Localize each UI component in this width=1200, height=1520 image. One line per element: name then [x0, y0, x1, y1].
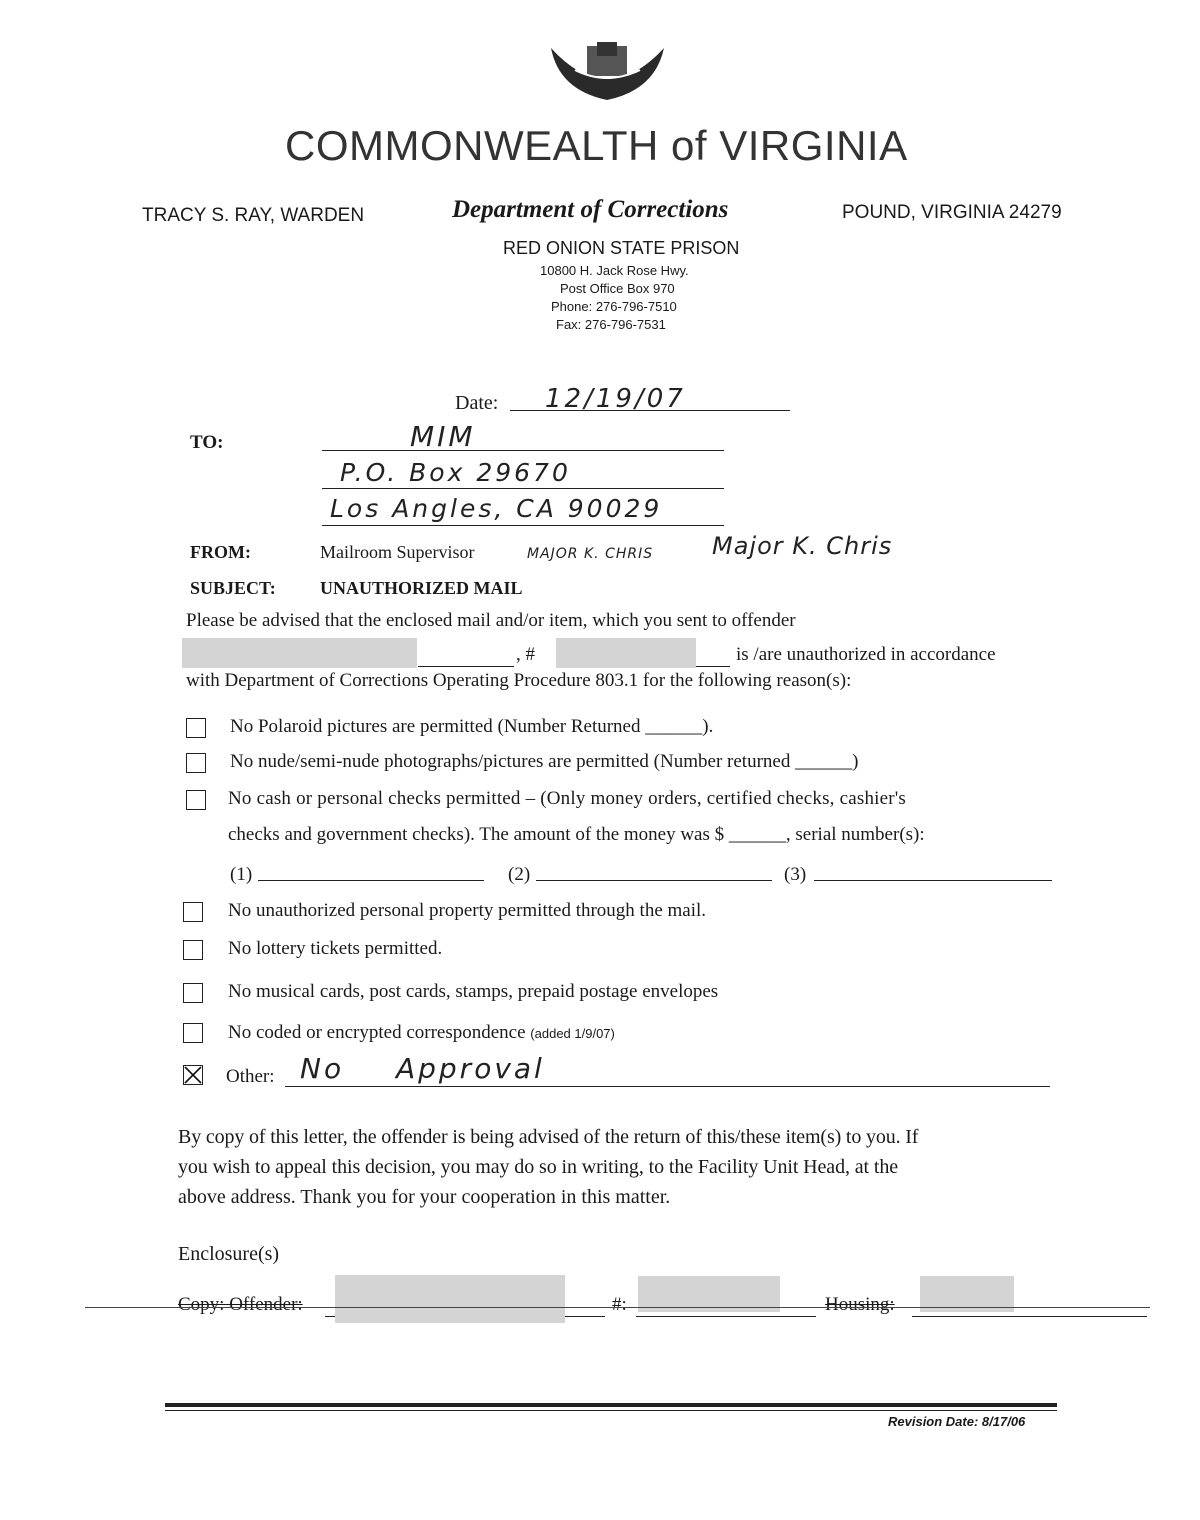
from-label: FROM:	[190, 542, 251, 562]
facility-address-1: 10800 H. Jack Rose Hwy.	[540, 263, 689, 278]
copy-housing-label	[825, 1294, 895, 1316]
reason-musical-cards: No musical cards, post cards, stamps, prepaid postage envelopes	[228, 981, 719, 1002]
from-handwritten: MAJOR K. CHRIS	[527, 546, 654, 562]
location: POUND, VIRGINIA 24279	[842, 202, 1062, 223]
footer-rule-thick	[165, 1403, 1057, 1407]
copy-offender-label-text: Copy: Offender:	[178, 1294, 303, 1315]
revision-date: Revision Date: 8/17/06	[888, 1414, 1026, 1429]
reason-cash-checks: No cash or personal checks permitted – (Only money orders, certified checks, cashier's	[228, 788, 906, 809]
serial-label-2: (2)	[508, 864, 531, 885]
enclosure-label: Enclosure(s)	[178, 1243, 280, 1265]
serial-label-1: (1)	[230, 864, 253, 885]
facility-fax: Fax: 276-796-7531	[556, 317, 666, 332]
letterhead-title: COMMONWEALTH of VIRGINIA	[285, 122, 908, 169]
warden-name: TRACY S. RAY, WARDEN	[142, 205, 365, 226]
serial-line-2	[536, 856, 772, 881]
reason-checkbox-lottery[interactable]	[183, 940, 203, 960]
reason-coded-text: No coded or encrypted correspondence	[228, 1022, 526, 1043]
facility-name: RED ONION STATE PRISON	[503, 238, 740, 258]
intro-line-1: Please be advised that the enclosed mail and/or item, which you sent to offender	[186, 610, 796, 631]
copy-strike-line	[85, 1307, 1150, 1308]
intro-line-2: is /are unauthorized in accordance	[736, 644, 996, 665]
facility-address-2: Post Office Box 970	[560, 281, 675, 296]
serial-line-1	[258, 856, 484, 881]
closing-line-2: you wish to appeal this decision, you may do so in writing, to the Facility Unit Head, at the	[178, 1156, 899, 1178]
serial-line-3	[814, 856, 1052, 881]
reason-checkbox-coded[interactable]	[183, 1023, 203, 1043]
to-address-1: MIM	[410, 420, 476, 453]
footer-rule-thin	[165, 1410, 1057, 1411]
offender-number-line	[696, 640, 730, 667]
offender-name-line	[418, 640, 514, 667]
department-name: Department of Corrections	[452, 196, 729, 223]
subject-label: SUBJECT:	[190, 578, 276, 598]
closing-line-3: above address. Thank you for your cooperation in this matter.	[178, 1186, 671, 1208]
reason-coded-note: (added 1/9/07)	[530, 1026, 615, 1041]
from-signature: Major K. Chris	[712, 532, 893, 560]
closing-line-1: By copy of this letter, the offender is being advised of the return of this/these item(s) to you. If	[178, 1126, 919, 1148]
reason-checkbox-personal-property[interactable]	[183, 902, 203, 922]
from-value: Mailroom Supervisor	[320, 542, 475, 562]
reason-checkbox-musical-cards[interactable]	[183, 983, 203, 1003]
intro-line-3: with Department of Corrections Operating Procedure 803.1 for the following reason(s):	[186, 670, 852, 691]
state-seal-icon	[545, 40, 670, 102]
subject-value: UNAUTHORIZED MAIL	[320, 578, 523, 598]
copy-offender-redacted	[335, 1275, 565, 1323]
offender-number-hash: , #	[516, 644, 535, 665]
reason-other-label: Other:	[226, 1066, 275, 1087]
reason-polaroid: No Polaroid pictures are permitted (Number Returned ______).	[230, 716, 714, 737]
reason-checkbox-polaroid[interactable]	[186, 718, 206, 738]
offender-number-redacted	[556, 638, 696, 668]
reason-other-value: No Approval	[300, 1052, 545, 1085]
copy-offender-label	[178, 1294, 303, 1316]
date-label: Date:	[455, 392, 499, 414]
reason-nude-photos: No nude/semi-nude photographs/pictures are permitted (Number returned ______)	[230, 751, 859, 772]
to-line-1	[322, 422, 724, 451]
date-value: 12/19/07	[545, 384, 686, 414]
reason-personal-property: No unauthorized personal property permitted through the mail.	[228, 900, 707, 921]
to-label: TO:	[190, 432, 224, 453]
facility-phone: Phone: 276-796-7510	[551, 299, 677, 314]
reason-cash-checks-continued: checks and government checks). The amount of the money was $ ______, serial number(s):	[228, 824, 925, 845]
reason-checkbox-nude-photos[interactable]	[186, 753, 206, 773]
copy-housing-label-text: Housing:	[825, 1294, 895, 1315]
to-address-2: P.O. Box 29670	[340, 458, 571, 487]
copy-number-label: #:	[612, 1294, 627, 1315]
checkbox-x-icon	[184, 1066, 202, 1084]
to-address-3: Los Angles, CA 90029	[330, 494, 663, 523]
offender-name-redacted	[182, 638, 417, 668]
serial-label-3: (3)	[784, 864, 807, 885]
reason-checkbox-cash-checks[interactable]	[186, 790, 206, 810]
reason-checkbox-other[interactable]	[183, 1065, 203, 1085]
reason-lottery: No lottery tickets permitted.	[228, 938, 443, 959]
reason-coded	[228, 1022, 615, 1044]
